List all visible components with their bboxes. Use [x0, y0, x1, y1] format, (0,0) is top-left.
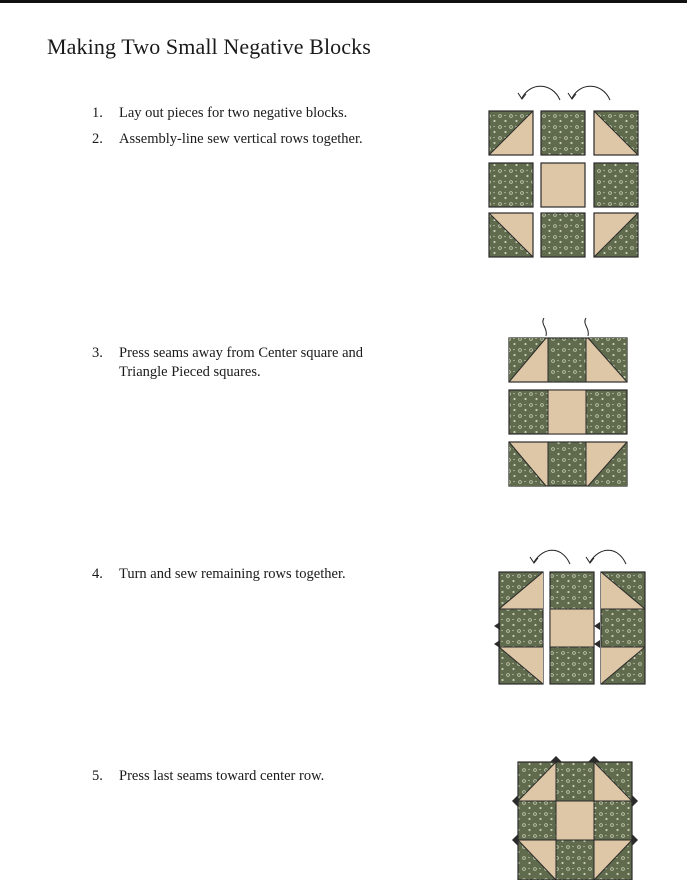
curved-arrow-icon	[534, 550, 570, 564]
seam-allowance-mark	[494, 622, 500, 630]
turned-rows-svg	[494, 540, 654, 690]
step-1	[92, 104, 347, 123]
center-square	[548, 390, 586, 434]
triangle-pieced-square	[489, 213, 533, 257]
center-square	[541, 163, 585, 207]
finished-block-svg	[510, 756, 638, 880]
seam-allowance-mark	[494, 640, 500, 648]
seam-allowance-mark	[594, 622, 600, 630]
step-number: 1.	[92, 105, 103, 121]
seam-allowance-mark	[550, 756, 562, 762]
step-text: Press last seams toward center row.	[119, 768, 325, 784]
triangle-pieced-square	[594, 111, 638, 155]
step-2	[92, 130, 363, 149]
curved-arrow-icon	[522, 86, 560, 100]
fabric-square	[489, 163, 533, 207]
sewn-rows-svg	[506, 314, 630, 490]
seam-allowance-mark	[512, 795, 518, 807]
diagram-turned-rows	[494, 540, 654, 690]
seam-allowance-mark	[632, 795, 638, 807]
fabric-square	[541, 213, 585, 257]
step-number: 3.	[92, 345, 103, 361]
layout-pieces-svg	[486, 80, 646, 262]
step-text: Turn and sew remaining rows together.	[119, 566, 346, 582]
press-arrow-icon	[543, 318, 546, 336]
step-text: Lay out pieces for two negative blocks.	[119, 105, 348, 121]
diagram-sewn-rows	[506, 314, 630, 490]
seam-allowance-mark	[594, 640, 600, 648]
press-arrow-icon	[585, 318, 588, 336]
seam-allowance-mark	[632, 834, 638, 846]
seam-allowance-mark	[588, 756, 600, 762]
step-5	[92, 767, 324, 786]
step-number: 2.	[92, 131, 103, 147]
top-rule	[0, 0, 687, 3]
step-4	[92, 565, 346, 584]
step-3	[92, 344, 389, 382]
center-square	[556, 801, 594, 840]
step-text: Press seams away from Center square and Triangle Pieced squares.	[119, 345, 364, 380]
fabric-square	[594, 163, 638, 207]
curved-arrow-icon	[590, 550, 626, 564]
diagram-layout-pieces	[486, 80, 646, 262]
fabric-square	[548, 442, 586, 486]
triangle-pieced-square	[594, 213, 638, 257]
step-number: 5.	[92, 768, 103, 784]
center-square	[550, 609, 594, 647]
seam-allowance-mark	[512, 834, 518, 846]
diagram-finished-block	[510, 756, 638, 880]
step-number: 4.	[92, 566, 103, 582]
curved-arrow-icon	[572, 86, 610, 100]
page-title: Making Two Small Negative Blocks	[47, 34, 371, 59]
fabric-square	[548, 338, 586, 382]
step-text: Assembly-line sew vertical rows together.	[119, 131, 363, 147]
fabric-square	[541, 111, 585, 155]
triangle-pieced-square	[489, 111, 533, 155]
